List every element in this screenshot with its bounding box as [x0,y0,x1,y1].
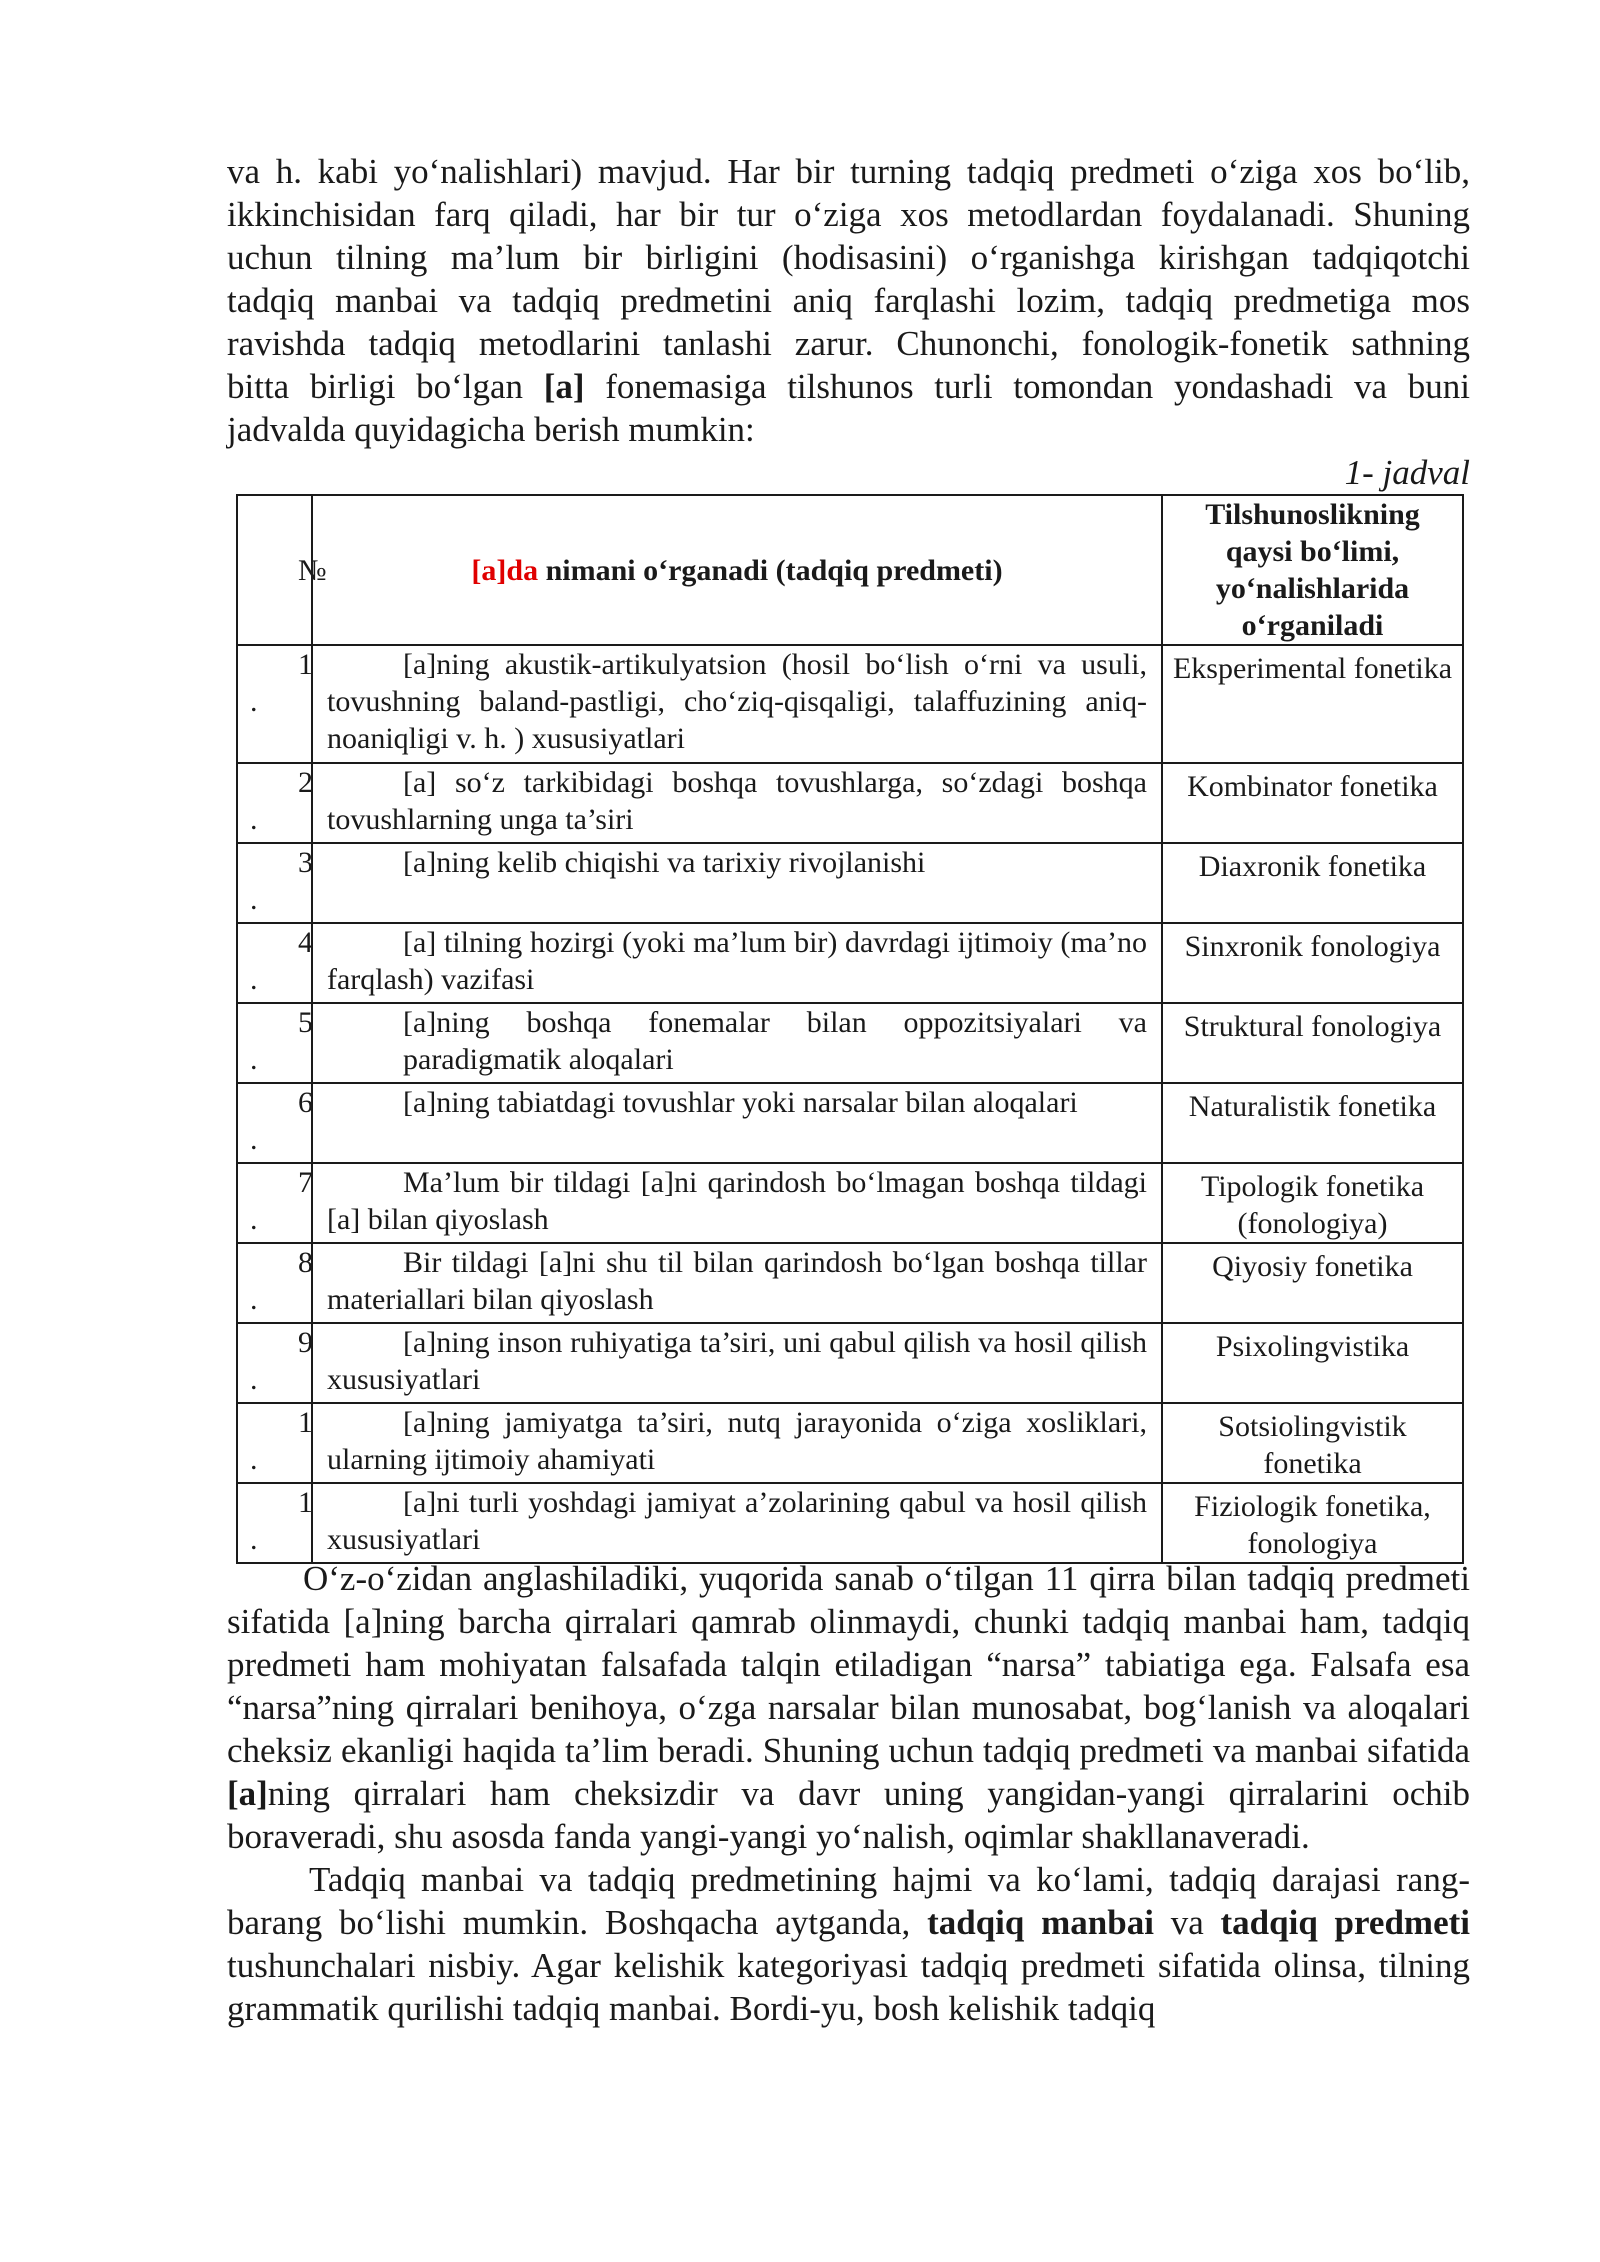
row-number-dot: . [250,1523,258,1556]
row-number: 7 [298,1166,313,1199]
table-row [237,1083,1463,1163]
row-number-cell [237,645,312,763]
row-number-cell [237,1323,312,1403]
row-subject: [a]ning akustik-artikulyatsion (hosil bo‘lish o‘rni va usuli, tovushning baland-pastligi, cho‘ziq-qisqaligi, talaffuzining aniq-noaniqligi v. h. ) xususiyatlari [312,645,1162,763]
row-subject: [a]ning tabiatdagi tovushlar yoki narsalar bilan aloqalari [312,1083,1162,1163]
row-subject: [a]ning kelib chiqishi va tarixiy rivojlanishi [312,843,1162,923]
row-subject: [a]ni turli yoshdagi jamiyat a’zolarining qabul va hosil qilish xususiyatlari [312,1483,1162,1563]
header-number: № [237,495,312,645]
row-number-cell [237,923,312,1003]
row-subject: [a]ning inson ruhiyatiga ta’siri, uni qabul qilish va hosil qilish xususiyatlari [312,1323,1162,1403]
row-number-cell [237,1003,312,1083]
paragraph [227,1858,1470,2030]
row-section: Fiziologik fonetika, fonologiya [1162,1483,1463,1563]
row-section: Sotsiolingvistik fonetika [1162,1403,1463,1483]
table-header-row [237,495,1463,645]
intro-text [227,150,1470,495]
row-section: Qiyosiy fonetika [1162,1243,1463,1323]
row-number-dot: . [250,685,258,718]
intro-line: ikkinchisidan farq qiladi, har bir tur o‘ziga xos metodlardan foydalanadi. Shuning [227,195,1470,234]
table-row [237,645,1463,763]
row-number-cell [237,1083,312,1163]
table-row [237,1323,1463,1403]
row-number: 2 [298,766,313,799]
row-section: Sinxronik fonologiya [1162,923,1463,1003]
row-number: 3 [298,846,313,879]
row-section: Kombinator fonetika [1162,763,1463,843]
intro-line: ravishda tadqiq metodlarini tanlashi zarur. Chunonchi, fonologik-fonetik sathning [227,324,1470,363]
intro-text-run: bitta birligi bo‘lgan [227,367,544,406]
row-section: Naturalistik fonetika [1162,1083,1463,1163]
phoneme-bold: [a] [543,367,585,406]
row-subject: [a] tilning hozirgi (yoki ma’lum bir) davrdagi ijtimoiy (ma’no farqlash) vazifasi [312,923,1162,1003]
table-row [237,843,1463,923]
row-number-dot: . [250,1443,258,1476]
intro-line: va h. kabi yo‘nalishlari) mavjud. Har bir turning tadqiq predmeti o‘ziga xos bo‘lib, [227,152,1470,191]
intro-line [227,365,1470,408]
paragraph-run: va [1153,1903,1221,1942]
table-row [237,1403,1463,1483]
intro-line: uchun tilning ma’lum bir birligini (hodisasini) o‘rganishga kirishgan tadqiqotchi [227,238,1470,277]
body-text [227,1557,1470,2030]
intro-line: tadqiq manbai va tadqiq predmetini aniq farqlashi lozim, tadqiq predmetiga mos [227,281,1470,320]
row-section: Eksperimental fonetika [1162,645,1463,763]
paragraph-run: tushunchalari nisbiy. Agar kelishik kategoriyasi tadqiq predmeti sifatida olinsa, tilning grammatik qurilishi tadqiq manbai. Bordi-yu, bosh kelishik tadqiq [227,1946,1470,2028]
row-number: 4 [298,926,313,959]
row-section: Struktural fonologiya [1162,1003,1463,1083]
row-number: 6 [298,1086,313,1119]
row-number-dot: . [250,1283,258,1316]
row-section: Tipologik fonetika (fonologiya) [1162,1163,1463,1243]
row-number-dot: . [250,1123,258,1156]
row-number: 9 [298,1326,313,1359]
row-number-cell [237,843,312,923]
paragraph-bold: tadqiq manbai [927,1903,1154,1942]
row-number-cell [237,1483,312,1563]
row-number: 8 [298,1246,313,1279]
row-number-cell [237,763,312,843]
row-subject: [a]ning boshqa fonemalar bilan oppozitsiyalari va paradigmatik aloqalari [312,1003,1162,1083]
row-number-dot: . [250,963,258,996]
paragraph-bold: tadqiq predmeti [1220,1903,1470,1942]
row-number-dot: . [250,803,258,836]
row-number-cell [237,1243,312,1323]
table-row [237,763,1463,843]
row-number: 1 [298,648,313,681]
row-number-dot: . [250,1203,258,1236]
header-subject-red: [a]da [471,553,539,587]
row-subject: Bir tildagi [a]ni shu til bilan qarindosh bo‘lgan boshqa tillar materiallari bilan qiyoslash [312,1243,1162,1323]
row-subject: [a] so‘z tarkibidagi boshqa tovushlarga, so‘zdagi boshqa tovushlarning unga ta’siri [312,763,1162,843]
row-section: Psixolingvistika [1162,1323,1463,1403]
row-number-cell [237,1163,312,1243]
row-number-dot: . [250,883,258,916]
row-subject: Ma’lum bir tildagi [a]ni qarindosh bo‘lmagan boshqa tildagi [a] bilan qiyoslash [312,1163,1162,1243]
row-number-dot: . [250,1043,258,1076]
table-caption: 1- jadval [1344,453,1470,492]
row-number: 5 [298,1006,313,1039]
table-row [237,923,1463,1003]
row-number: 1 [298,1486,313,1519]
table-row [237,1483,1463,1563]
intro-line: jadvalda quyidagicha berish mumkin: [227,410,755,449]
table-row [237,1243,1463,1323]
table-row [237,1163,1463,1243]
intro-text-run: fonemasiga tilshunos turli tomondan yondashadi va buni [584,367,1470,406]
row-number: 1 [298,1406,313,1439]
row-number-dot: . [250,1363,258,1396]
row-number-cell [237,1403,312,1483]
phoneme-study-table [236,494,1464,1564]
row-subject: [a]ning jamiyatga ta’siri, nutq jarayonida o‘ziga xosliklari, ularning ijtimoiy ahamiyati [312,1403,1162,1483]
paragraph [227,1557,1470,1858]
row-section: Diaxronik fonetika [1162,843,1463,923]
table-row [237,1003,1463,1083]
header-subject [312,495,1162,645]
paragraph-run: O‘z-o‘zidan anglashiladiki, yuqorida sanab o‘tilgan 11 qirra bilan tadqiq predmeti sifatida [a]ning barcha qirralari qamrab olinmaydi, chunki tadqiq manbai ham, tadqiq predmeti ham mohiyatan falsafada talqin etiladigan “narsa” tabiatiga ega. Falsafa esa “narsa”ning qirralari benihoya, o‘zga narsalar bilan munosabat, bog‘lanish va aloqalari cheksiz ekanligi haqida ta’lim beradi. Shuning uchun tadqiq predmeti va manbai sifatida [227,1559,1470,1770]
header-subject-text: nimani o‘rganadi (tadqiq predmeti) [538,553,1003,587]
header-section: Tilshunoslikning qaysi bo‘limi, yo‘nalishlarida o‘rganiladi [1162,495,1463,645]
paragraph-run: Tadqiq manbai va tadqiq predmetining hajmi va ko‘lami, tadqiq darajasi rang-barang bo‘lishi mumkin. Boshqacha aytganda, [227,1860,1470,1942]
paragraph-run: ning qirralari ham cheksizdir va davr uning yangidan-yangi qirralarini ochib boraveradi, shu asosda fanda yangi-yangi yo‘nalish, oqimlar shakllanaveradi. [227,1774,1470,1856]
paragraph-bold: [a] [227,1774,268,1813]
